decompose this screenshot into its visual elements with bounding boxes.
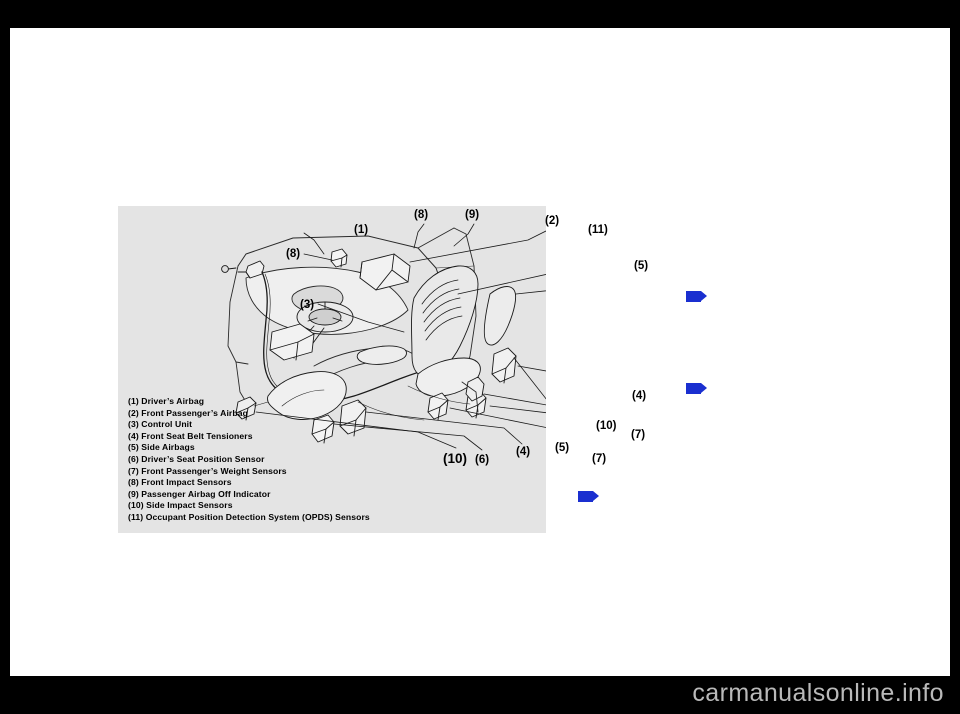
- callout-8-top: (8): [414, 209, 429, 221]
- callout-10-right: (10): [596, 420, 617, 432]
- right-margin-band: [950, 0, 960, 714]
- callout-9: (9): [465, 209, 480, 221]
- callout-1: (1): [354, 224, 369, 236]
- legend-item-1: (1) Driver’s Airbag: [128, 396, 205, 406]
- legend-item-6: (6) Driver’s Seat Position Sensor: [128, 453, 265, 464]
- left-margin-band: [0, 0, 10, 714]
- legend-item-11: (11) Occupant Position Detection System (OPDS) Sensors: [128, 511, 370, 522]
- legend-item-2: (2) Front Passenger’s Airbag: [128, 407, 248, 418]
- watermark: carmanualsonline.info: [692, 679, 944, 707]
- callout-2: (2): [545, 215, 560, 227]
- legend-item-5: (5) Side Airbags: [128, 442, 195, 453]
- callout-10-left: (10): [443, 451, 468, 466]
- callout-7-right: (7): [631, 429, 646, 441]
- legend-item-9: (9) Passenger Airbag Off Indicator: [128, 488, 271, 499]
- page-reference-arrow-2[interactable]: [686, 383, 701, 394]
- legend-item-7: (7) Front Passenger’s Weight Sensors: [128, 465, 287, 476]
- page-reference-arrow-3[interactable]: [578, 491, 593, 502]
- figure-legend: [128, 396, 540, 524]
- page-reference-arrow-1[interactable]: [686, 291, 701, 302]
- callout-5-upper: (5): [634, 260, 649, 272]
- legend-item-10: (10) Side Impact Sensors: [128, 500, 233, 511]
- callout-4-lower: (4): [516, 446, 531, 458]
- airbag-system-figure: [118, 206, 649, 533]
- callout-5-lower: (5): [555, 442, 570, 454]
- callout-6: (6): [475, 454, 490, 466]
- callout-8-left: (8): [286, 248, 301, 260]
- callout-3: (3): [300, 299, 315, 311]
- callout-7-lower: (7): [592, 453, 607, 465]
- legend-item-4: (4) Front Seat Belt Tensioners: [128, 430, 253, 441]
- callout-11: (11): [588, 224, 608, 236]
- top-margin-band: [0, 0, 960, 28]
- legend-item-3: (3) Control Unit: [128, 419, 193, 430]
- callout-4-right: (4): [632, 390, 647, 402]
- legend-item-8: (8) Front Impact Sensors: [128, 477, 232, 488]
